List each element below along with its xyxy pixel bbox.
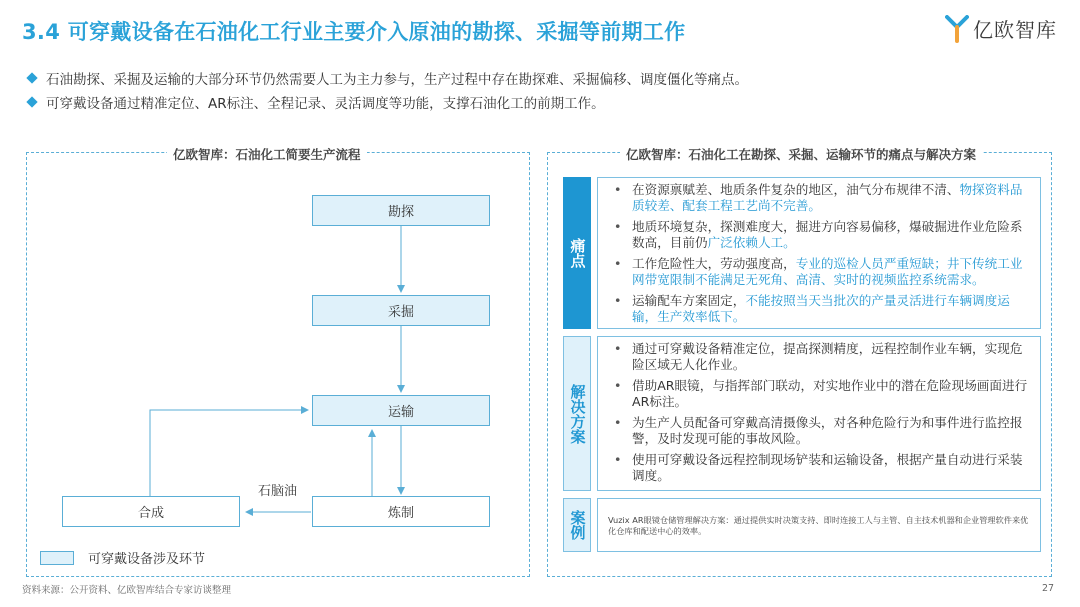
flow-step-synthesize: 合成	[62, 496, 240, 527]
intro-bullet-text: 石油勘探、采掘及运输的大部分环节仍然需要人工为主力参与，生产过程中存在勘探难、采掘偏移、调度僵化等痛点。	[46, 72, 748, 88]
pain-item: • 运输配车方案固定，不能按照当天当批次的产量灵活进行车辆调度运输，生产效率低下。	[612, 293, 1032, 325]
legend-swatch	[40, 551, 74, 565]
flow-step-transport: 运输	[312, 395, 490, 426]
case-text: Vuzix AR眼镜仓储管理解决方案：通过提供实时决策支持、即时连接工人与主管、自主技术机器和企业管理软件来优化仓库和配送中心的效率。	[608, 515, 1029, 536]
solutions-box	[597, 336, 1041, 491]
solution-item: • 借助AR眼镜，与指挥部门联动，对实地作业中的潜在危险现场画面进行AR标注。	[612, 378, 1032, 410]
page-number: 27	[1042, 583, 1055, 594]
solution-item: • 使用可穿戴设备远程控制现场铲装和运输设备，根据产量自动进行采装调度。	[612, 452, 1032, 484]
naphtha-label: 石脑油	[258, 484, 298, 499]
solution-item: • 为生产人员配备可穿戴高清摄像头，对各种危险行为和事件进行监控报警，及时发现可能的事故风险。	[612, 415, 1032, 447]
pain-item: • 地质环境复杂，探测难度大，掘进方向容易偏移，爆破掘进作业危险系数高，目前仍广泛依赖人工。	[612, 219, 1032, 251]
solution-label-text: 解决方案	[568, 383, 587, 444]
logo-text: 亿欧智库	[973, 18, 1057, 42]
pain-label-text: 痛点	[568, 238, 587, 268]
pain-item: • 在资源禀赋差、地质条件复杂的地区，油气分布规律不清、物探资料品质较差、配套工程工艺尚不完善。	[612, 182, 1032, 214]
pain-item: • 工作危险性大，劳动强度高，专业的巡检人员严重短缺；井下传统工业网带宽限制不能满足无死角、高清、实时的视频监控系统需求。	[612, 256, 1032, 288]
flow-step-refine: 炼制	[312, 496, 490, 527]
page-title: 3.4 可穿戴设备在石油化工行业主要介入原油的勘探、采掘等前期工作	[22, 20, 686, 44]
source-note: 资料来源：公开资料、亿欧智库结合专家访谈整理	[22, 585, 232, 596]
intro-bullet-text: 可穿戴设备通过精准定位、AR标注、全程记录、灵活调度等功能，支撑石油化工的前期工作。	[46, 96, 605, 112]
pain-side-label	[563, 177, 591, 329]
flow-step-explore: 勘探	[312, 195, 490, 226]
solution-item: • 通过可穿戴设备精准定位，提高探测精度，远程控制作业车辆，实现危险区域无人化作业。	[612, 341, 1032, 373]
case-label-text: 案例	[568, 510, 587, 540]
process-flow-title: 亿欧智库：石油化工简要生产流程	[167, 145, 367, 163]
case-box	[597, 498, 1041, 552]
legend	[40, 548, 205, 567]
pain-points-box	[597, 177, 1041, 329]
flow-step-mine: 采掘	[312, 295, 490, 326]
pain-solution-title: 亿欧智库：石油化工在勘探、采掘、运输环节的痛点与解决方案	[620, 145, 982, 163]
legend-label: 可穿戴设备涉及环节	[88, 552, 206, 567]
solution-side-label	[563, 336, 591, 491]
case-side-label	[563, 498, 591, 552]
